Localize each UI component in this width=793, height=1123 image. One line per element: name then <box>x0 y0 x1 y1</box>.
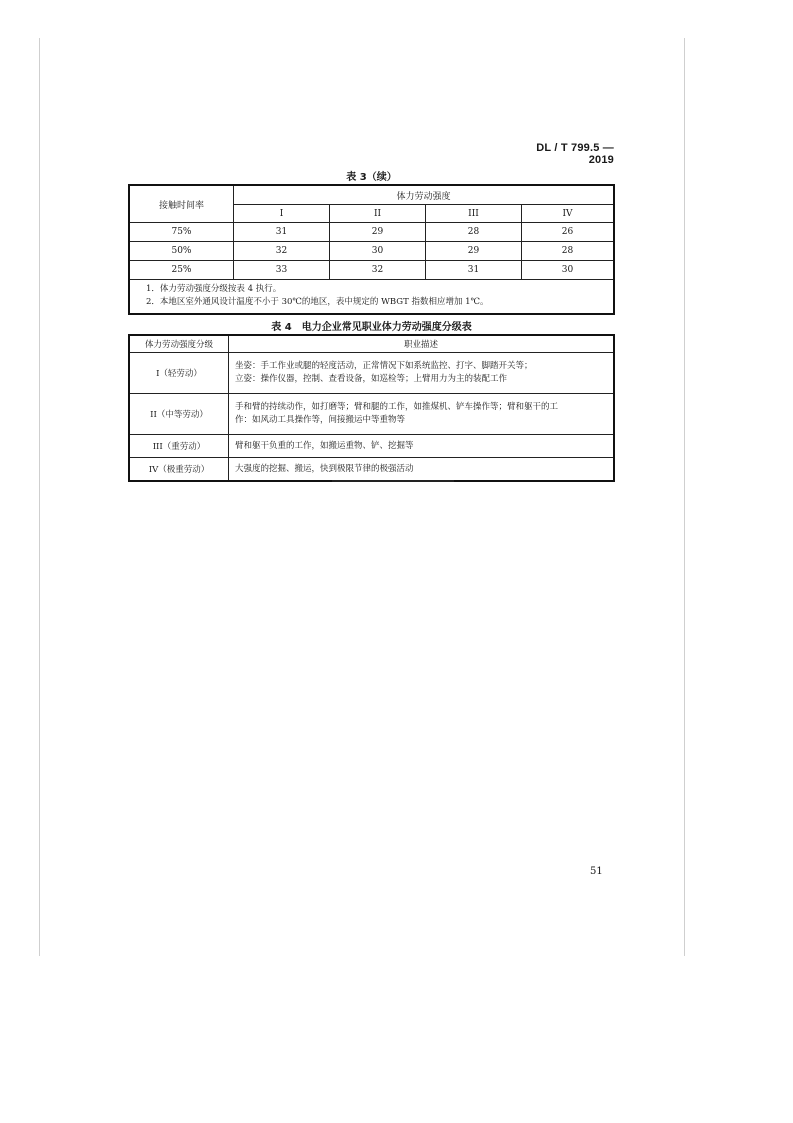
table4-grade: II（中等劳动） <box>129 394 229 435</box>
end-rule <box>332 480 454 482</box>
table3-cell: 29 <box>330 223 426 242</box>
table4-desc-line: 大强度的挖掘、搬运，快到极限节律的极强活动 <box>235 463 414 474</box>
table4-desc-line: 手和臂的持续动作，如打磨等；臂和腿的工作，如推煤机、铲车操作等；臂和躯干的工 <box>235 402 559 412</box>
table4-desc <box>229 394 615 435</box>
table3-cell: 31 <box>426 261 522 280</box>
table4-desc <box>229 353 615 394</box>
table-row <box>129 261 614 280</box>
table-row <box>129 353 614 394</box>
table4-desc <box>229 435 615 458</box>
table3-notes <box>129 280 614 315</box>
table-row <box>129 242 614 261</box>
table3-group-header: 体力劳动强度 <box>234 185 615 205</box>
table3-notes-row <box>129 280 614 315</box>
page-number: 51 <box>590 866 603 877</box>
table3-cell: 28 <box>426 223 522 242</box>
table3-cell: 33 <box>234 261 330 280</box>
table4-col-header: 职业描述 <box>229 335 615 353</box>
table3-cell: 32 <box>330 261 426 280</box>
table3-cell: 32 <box>234 242 330 261</box>
table3-note: 2．本地区室外通风设计温度不小于 30℃的地区，表中规定的 WBGT 指数相应增加 1℃。 <box>146 297 489 307</box>
table-row <box>129 435 614 458</box>
table3-note: 1．体力劳动强度分级按表 4 执行。 <box>146 284 282 294</box>
table-row <box>129 458 614 482</box>
table4-grade: I（轻劳动） <box>129 353 229 394</box>
table3-cell: 29 <box>426 242 522 261</box>
table4 <box>128 334 615 482</box>
table-row <box>129 223 614 242</box>
table4-desc-line: 作：如风动工具操作等，间接搬运中等重物等 <box>235 415 406 425</box>
table-row <box>129 394 614 435</box>
table4-grade: III（重劳动） <box>129 435 229 458</box>
table4-desc-line: 臂和躯干负重的工作，如搬运重物、铲、挖掘等 <box>235 440 414 451</box>
table3-col-header: I <box>234 205 330 223</box>
table3-col-header: III <box>426 205 522 223</box>
table4-col-header: 体力劳动强度分级 <box>129 335 229 353</box>
table4-desc <box>229 458 615 482</box>
page-edge-left <box>39 38 40 956</box>
table3-cell: 28 <box>522 242 615 261</box>
table3-col-header: II <box>330 205 426 223</box>
table4-desc-line: 坐姿：手工作业或腿的轻度活动，正常情况下如系统监控、打字、脚踏开关等； <box>235 361 533 371</box>
table3-row-label: 25% <box>129 261 234 280</box>
table3 <box>128 184 615 315</box>
standard-code: DL / T 799.5 — 2019 <box>536 142 614 166</box>
table4-desc-line: 立姿：操作仪器，控制、查看设备，如巡检等；上臂用力为主的装配工作 <box>235 374 508 384</box>
table3-row-label: 50% <box>129 242 234 261</box>
table4-grade: IV（极重劳动） <box>129 458 229 482</box>
table4-caption: 表 4 电力企业常见职业体力劳动强度分级表 <box>271 322 472 333</box>
table3-cell: 31 <box>234 223 330 242</box>
table3-row-label: 75% <box>129 223 234 242</box>
table3-cell: 30 <box>522 261 615 280</box>
table3-cell: 26 <box>522 223 615 242</box>
table3-row-header: 接触时间率 <box>129 185 234 223</box>
table3-col-header: IV <box>522 205 615 223</box>
table3-cell: 30 <box>330 242 426 261</box>
table3-caption: 表 3（续） <box>346 172 397 183</box>
page-edge-right <box>684 38 685 956</box>
